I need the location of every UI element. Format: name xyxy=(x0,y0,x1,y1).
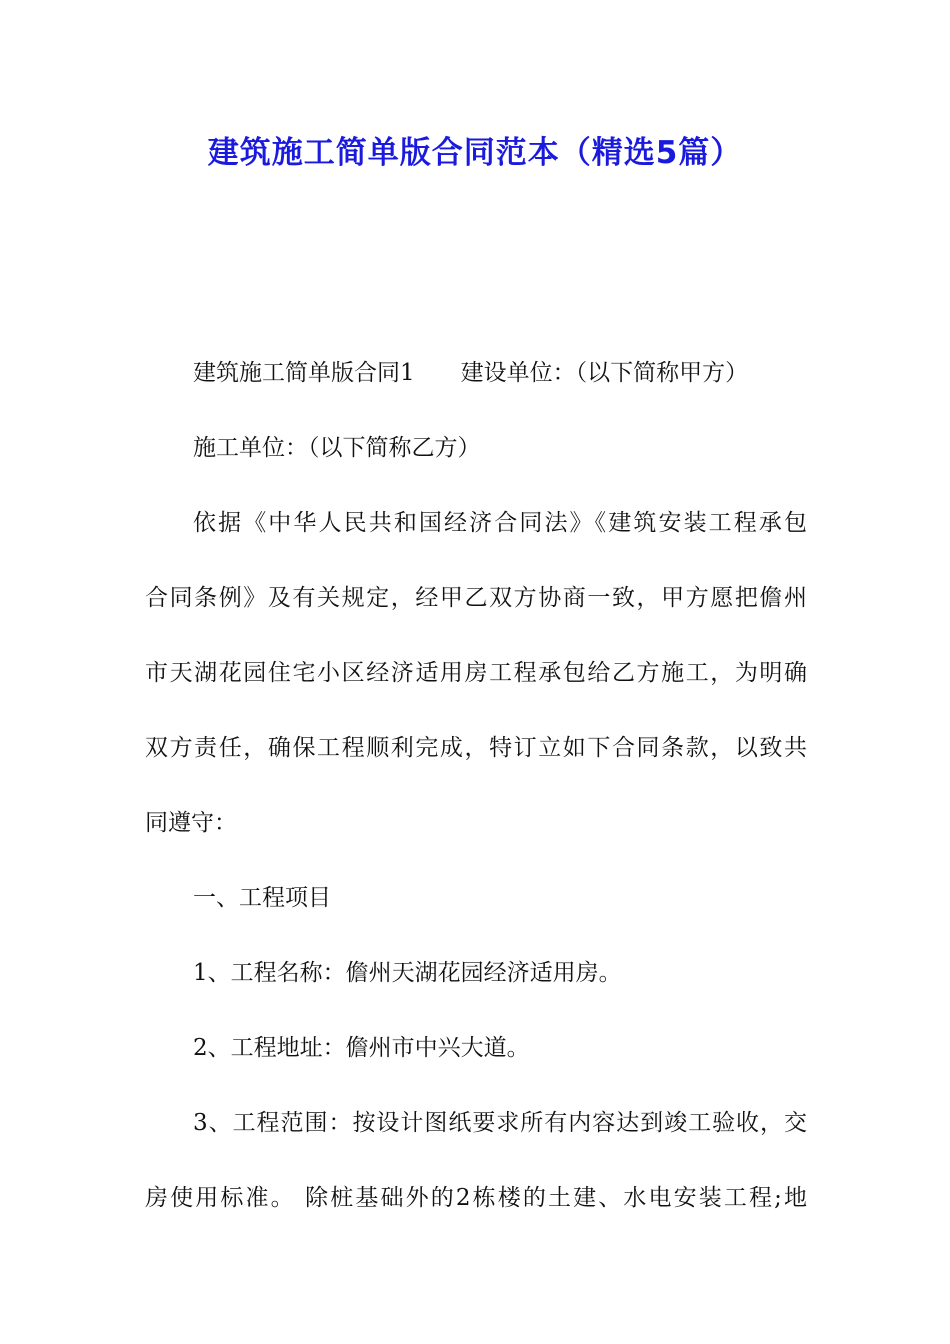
paragraph-line: 双方责任，确保工程顺利完成，特订立如下合同条款，以致共 xyxy=(145,735,807,761)
contract-heading-line xyxy=(145,336,807,411)
list-item: 1、工程名称：儋州天湖花园经济适用房。 xyxy=(193,960,622,986)
paragraph-line: 同遵守： xyxy=(145,810,237,836)
paragraph-line: 合同条例》及有关规定，经甲乙双方协商一致，甲方愿把儋州 xyxy=(145,585,807,611)
paragraph-line: 施工单位：（以下简称乙方） xyxy=(193,435,481,461)
contract-heading: 建筑施工简单版合同1 xyxy=(193,360,415,386)
document-body xyxy=(145,336,807,1236)
construction-unit-label: 建设单位：（以下简称甲方） xyxy=(460,360,749,386)
list-item: 3、工程范围：按设计图纸要求所有内容达到竣工验收，交 xyxy=(193,1110,807,1136)
paragraph-line: 房使用标准。 除桩基础外的2栋楼的土建、水电安装工程;地 xyxy=(145,1185,807,1211)
paragraph-line: 市天湖花园住宅小区经济适用房工程承包给乙方施工，为明确 xyxy=(145,660,807,686)
list-item: 2、工程地址：儋州市中兴大道。 xyxy=(193,1035,530,1061)
document-title: 建筑施工简单版合同范本（精选5篇） xyxy=(207,135,743,171)
section-heading: 一、工程项目 xyxy=(193,885,331,911)
paragraph-line: 依据《中华人民共和国经济合同法》《建筑安装工程承包 xyxy=(193,510,807,536)
